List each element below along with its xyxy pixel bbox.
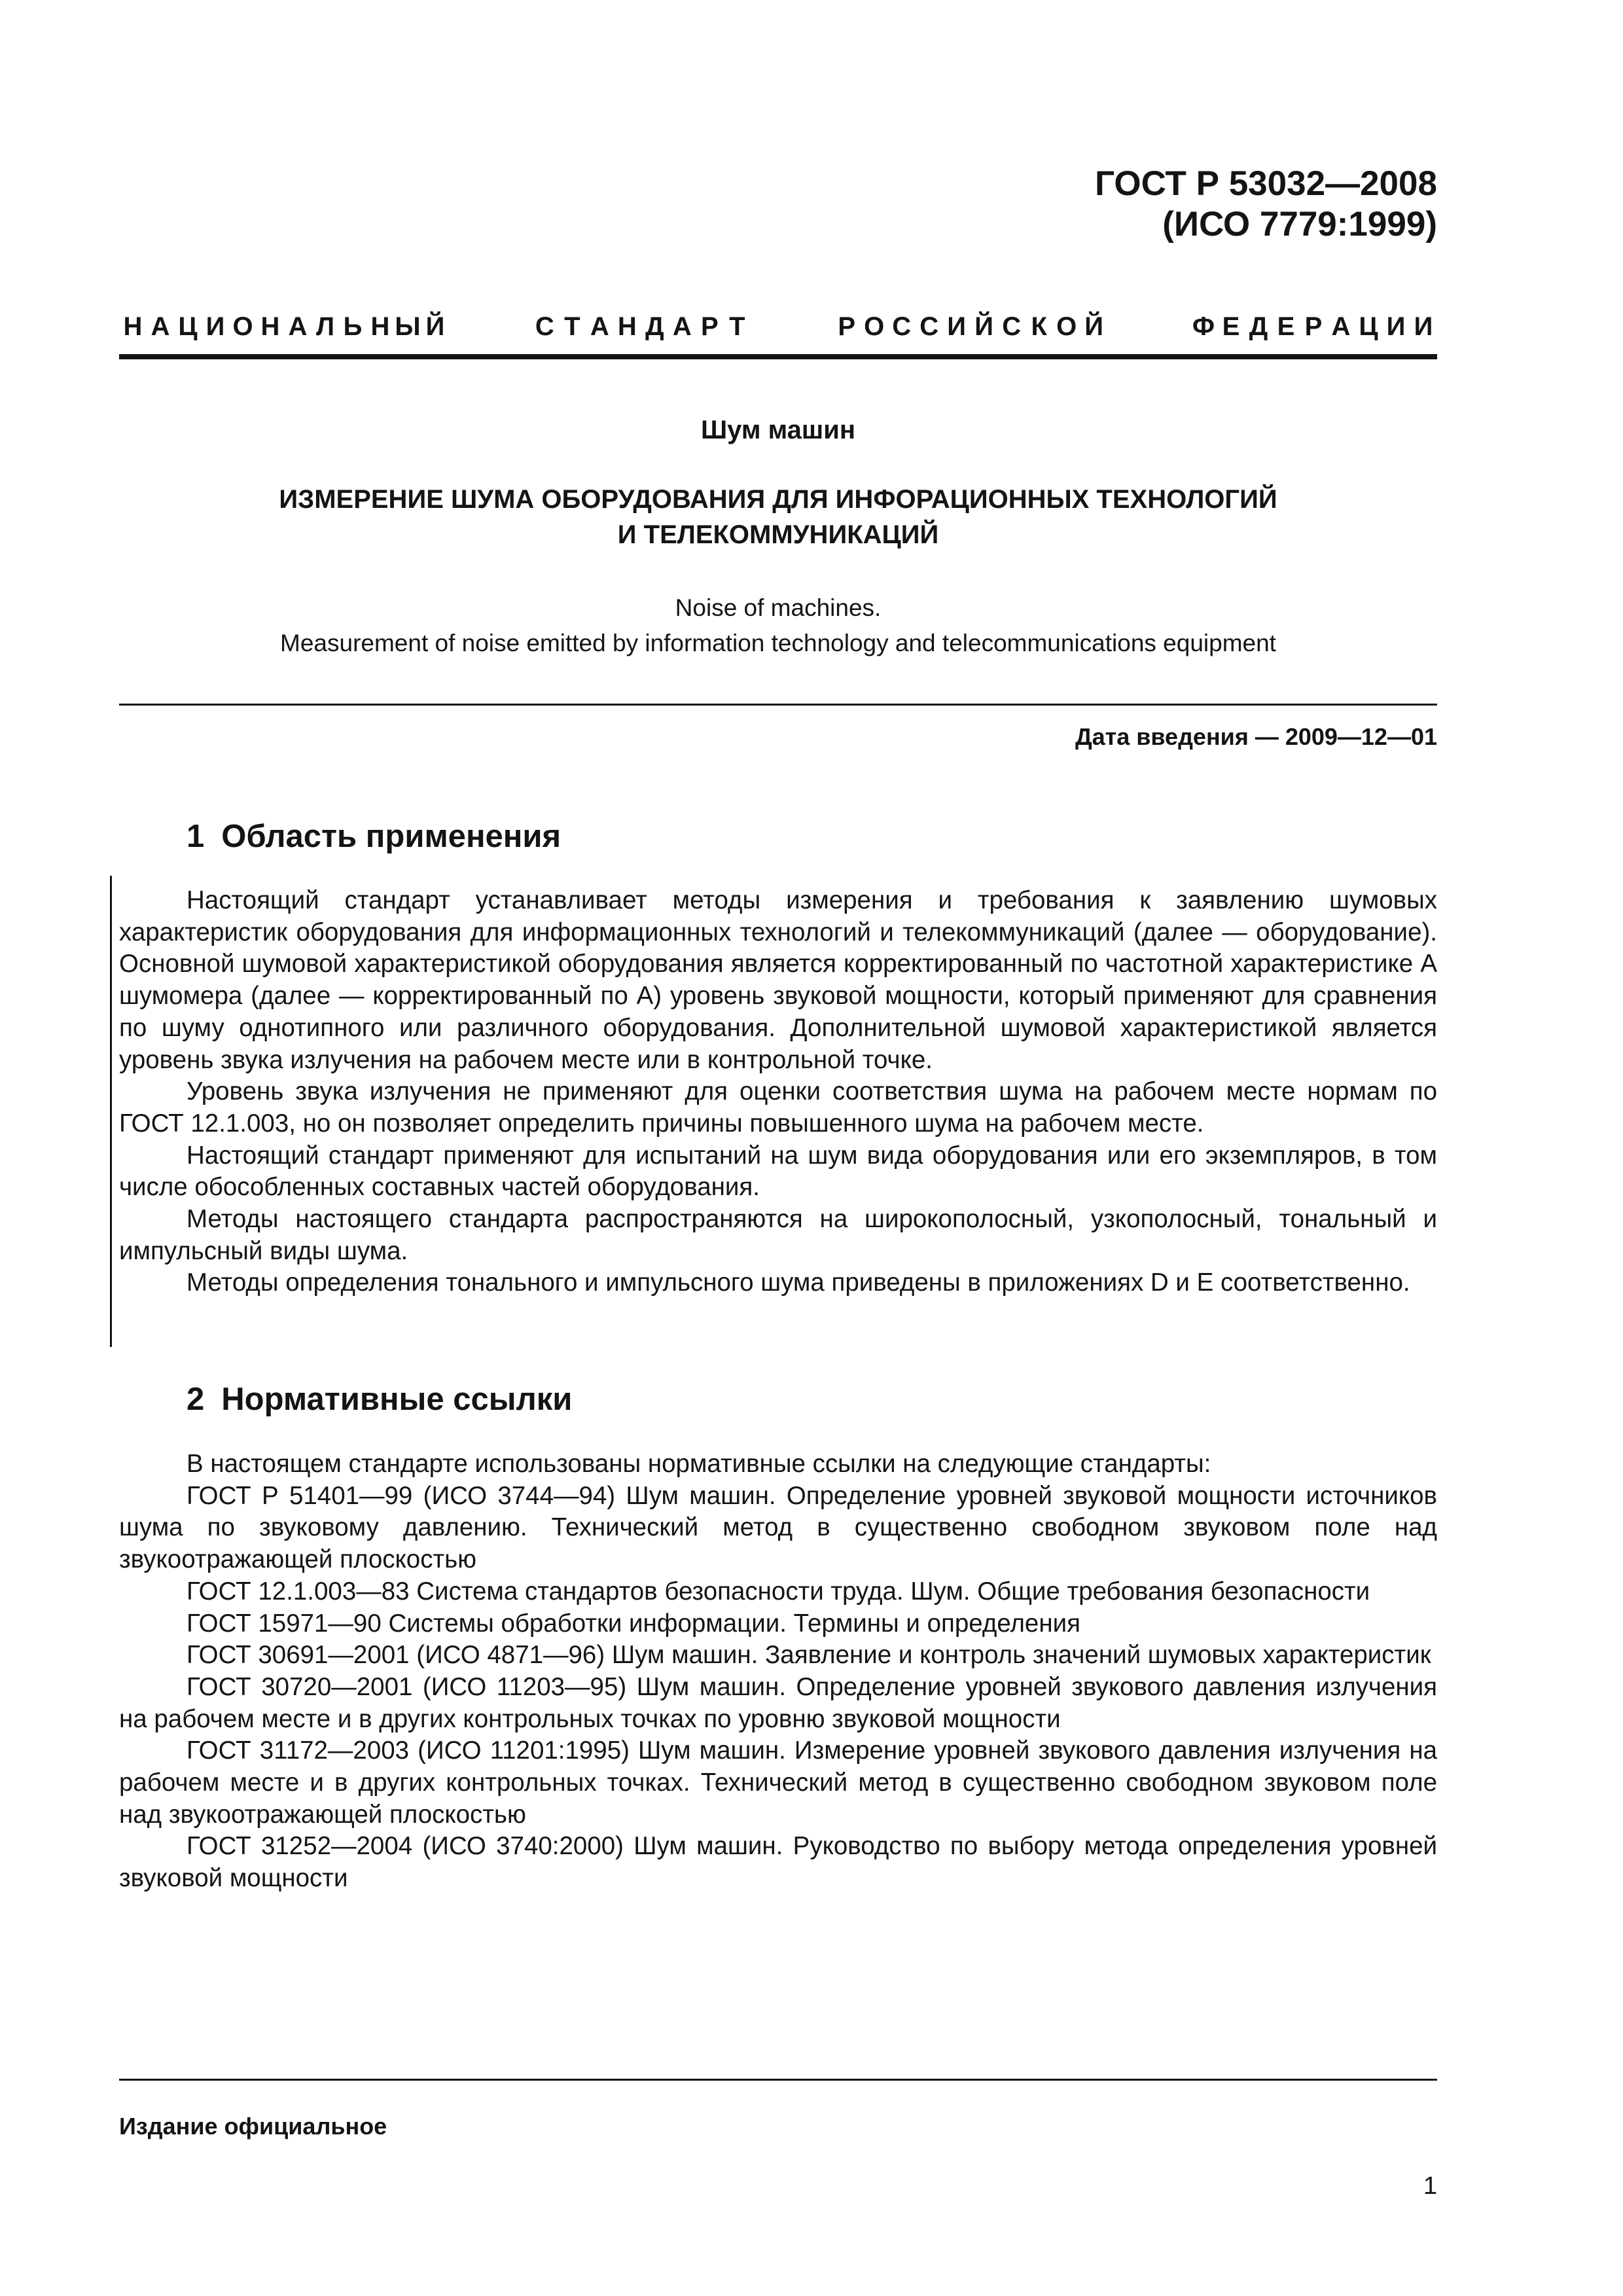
- reference-item: ГОСТ 31252—2004 (ИСО 3740:2000) Шум машин. Руководство по выбору метода определения уровней звуковой мощности: [119, 1832, 1437, 1893]
- national-word-2: С Т А Н Д А Р Т: [535, 312, 745, 341]
- section-2-body: [119, 1448, 1437, 1895]
- reference-item: ГОСТ 30720—2001 (ИСО 11203—95) Шум машин. Определение уровней звукового давления излучения на рабочем месте и в других контрольных точках по уровню звуковой мощности: [119, 1672, 1437, 1733]
- section-1-body: [119, 885, 1437, 1299]
- section-2-heading: [187, 1380, 572, 1419]
- page-number: 1: [1423, 2172, 1437, 2200]
- footer-divider: [119, 2079, 1437, 2081]
- reference-item: ГОСТ Р 51401—99 (ИСО 3744—94) Шум машин. Определение уровней звуковой мощности источников шума по звуковому давлению. Технический метод в существенно свободном звуковом поле над звукоотражающей плоскостью: [119, 1481, 1437, 1574]
- national-word-4: Ф Е Д Е Р А Ц И И: [1192, 312, 1433, 341]
- section-1-number: 1: [187, 819, 205, 854]
- section-2-title: Нормативные ссылки: [221, 1382, 573, 1417]
- paragraph: В настоящем стандарте использованы нормативные ссылки на следующие стандарты:: [187, 1450, 1211, 1478]
- english-title-line-2: Measurement of noise emitted by information technology and telecommunications equipment: [280, 630, 1276, 656]
- gost-number: ГОСТ Р 53032—2008: [1095, 164, 1437, 203]
- national-standard-heading: [119, 311, 1437, 342]
- reference-item: ГОСТ 12.1.003—83 Система стандартов безопасности труда. Шум. Общие требования безопасности: [187, 1577, 1370, 1605]
- paragraph: Настоящий стандарт устанавливает методы измерения и требования к заявлению шумовых характеристик оборудования для информационных технологий и телекоммуникаций (далее — оборудование). Основной шумовой характеристикой оборудования является корректированный по частотной характеристике А шумомера (далее — корректированный по А) уровень звуковой мощности, который применяют для сравнения по шуму однотипного или различного оборудования. Дополнительной шумовой характеристикой является уровень звука излучения на рабочем месте или в контрольной точке.: [119, 886, 1437, 1074]
- document-number-block: [1095, 164, 1437, 245]
- reference-item: ГОСТ 31172—2003 (ИСО 11201:1995) Шум машин. Измерение уровней звукового давления излучения на рабочем месте и в других контрольных точках. Технический метод в существенно свободном звуковом поле над звукоотражающей плоскостью: [119, 1736, 1437, 1829]
- iso-number: (ИСО 7779:1999): [1162, 205, 1437, 243]
- edition-note: Издание официальное: [119, 2113, 387, 2140]
- paragraph: Методы настоящего стандарта распространяются на широкополосный, узкополосный, тональный и импульсный виды шума.: [119, 1205, 1437, 1265]
- english-title-line-1: Noise of machines.: [675, 594, 882, 621]
- russian-title-line-1: ИЗМЕРЕНИЕ ШУМА ОБОРУДОВАНИЯ ДЛЯ ИНФОРАЦИОННЫХ ТЕХНОЛОГИЙ: [279, 485, 1277, 514]
- section-2-number: 2: [187, 1382, 205, 1417]
- reference-item: ГОСТ 30691—2001 (ИСО 4871—96) Шум машин. Заявление и контроль значений шумовых характеристик: [187, 1641, 1431, 1670]
- russian-title: [119, 482, 1437, 552]
- section-1-heading: [187, 817, 561, 856]
- paragraph: Методы определения тонального и импульсного шума приведены в приложениях D и Е соответственно.: [187, 1268, 1410, 1297]
- heading-rule: [119, 354, 1437, 359]
- section-1-title: Область применения: [221, 819, 562, 854]
- national-word-3: Р О С С И Й С К О Й: [838, 312, 1104, 341]
- title-divider: [119, 704, 1437, 706]
- paragraph: Уровень звука излучения не применяют для оценки соответствия шума на рабочем месте нормам по ГОСТ 12.1.003, но он позволяет определить причины повышенного шума на рабочем месте.: [119, 1077, 1437, 1138]
- russian-title-line-2: И ТЕЛЕКОММУНИКАЦИЙ: [617, 520, 939, 549]
- change-marker-bar: [110, 876, 112, 1347]
- english-title: [119, 590, 1437, 661]
- introduction-date: Дата введения — 2009—12—01: [1075, 723, 1437, 750]
- subject-title: Шум машин: [700, 416, 855, 444]
- reference-item: ГОСТ 15971—90 Системы обработки информации. Термины и определения: [187, 1609, 1080, 1638]
- national-word-1: Н А Ц И О Н А Л Ь Н Ы Й: [123, 312, 445, 341]
- paragraph: Настоящий стандарт применяют для испытаний на шум вида оборудования или его экземпляров, в том числе обособленных составных частей оборудования.: [119, 1141, 1437, 1202]
